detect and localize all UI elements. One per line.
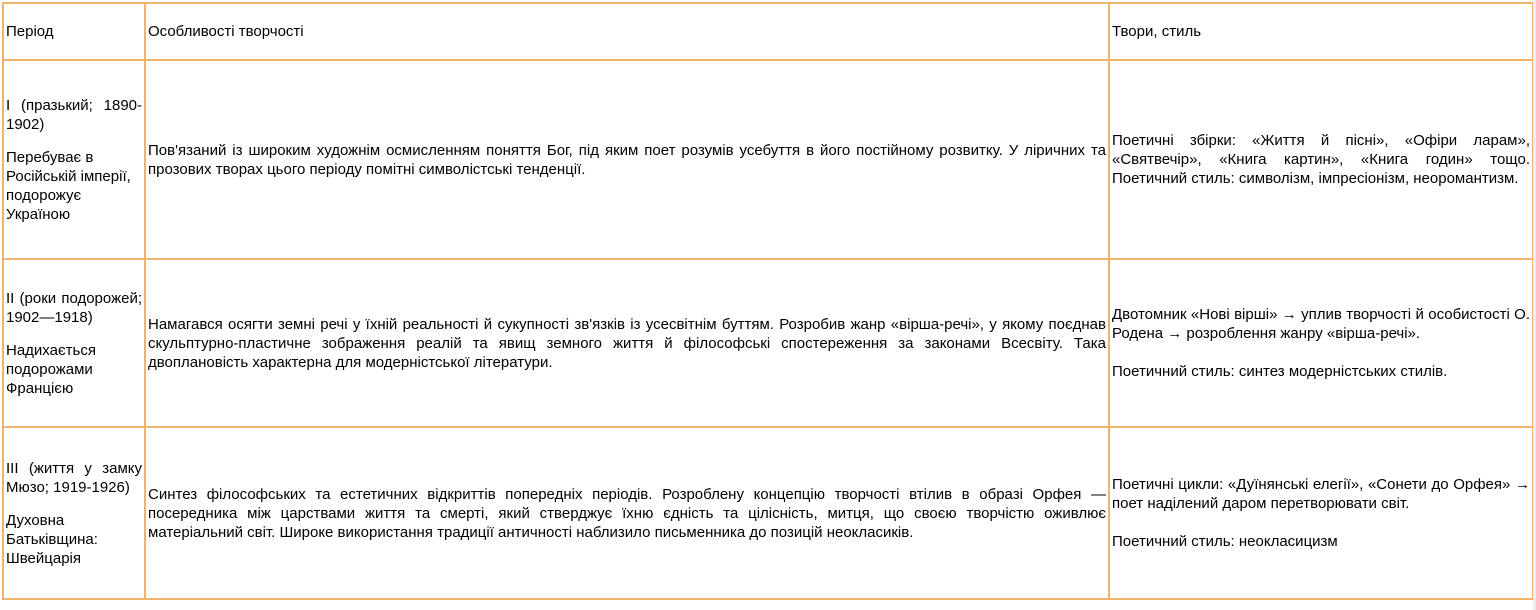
works-text: Поетичні цикли: «Дуїнянські елегії», «Сонети до Орфея» → поет наділений даром перетворювати світ.	[1112, 476, 1530, 512]
period-cell	[3, 259, 145, 427]
header-works: Твори, стиль	[1109, 3, 1533, 60]
works-cell	[1109, 259, 1533, 427]
period-cell	[3, 427, 145, 599]
document-sheet	[2, 2, 1532, 603]
period-cell	[3, 60, 145, 259]
header-features: Особливості творчості	[145, 3, 1109, 60]
period-note: Перебуває в Російській імперії, подорожує Україною	[6, 148, 131, 223]
header-period: Період	[3, 3, 145, 60]
works-cell	[1109, 60, 1533, 259]
features-cell: Синтез філософських та естетичних відкриттів попередніх періодів. Розроблену концепцію творчості втілив в образі Орфея — посередника між царствами життя та смерті, який стверджує їхню єдність та цілісність, митця, що своєю творчістю оживлює матеріальний світ. Широке використання традиції античності наблизило письменника до позицій неокласиків.	[145, 427, 1109, 599]
works-text: Поетичні збірки: «Життя й пісні», «Офіри ларам», «Святвечір», «Книга картин», «Книга годин» тощо. Поетичний стиль: символізм, імпресіонізм, неоромантизм.	[1112, 132, 1530, 187]
period-title: I (празький; 1890-1902)	[6, 96, 142, 133]
table-header-row	[3, 3, 1533, 60]
works-style: Поетичний стиль: неокласицизм	[1112, 533, 1338, 550]
period-title: II (роки подорожей; 1902—1918)	[6, 289, 142, 326]
works-cell	[1109, 427, 1533, 599]
table-row	[3, 427, 1533, 599]
works-text: Двотомник «Нові вірші» → уплив творчості й особистості О. Родена → розроблення жанру «вірша-речі».	[1112, 306, 1530, 342]
periods-table	[2, 2, 1534, 600]
table-row	[3, 60, 1533, 259]
period-note: Надихається подорожами Францією	[6, 341, 96, 397]
works-style: Поетичний стиль: синтез модерністських стилів.	[1112, 363, 1448, 380]
features-cell: Пов'язаний із широким художнім осмисленням поняття Бог, під яким поет розумів усебуття в його постійному розвитку. У ліричних та прозових творах цього періоду помітні символістські тенденції.	[145, 60, 1109, 259]
features-cell: Намагався осягти земні речі у їхній реальності й сукупності зв'язків із усесвітнім буттям. Розробив жанр «вірша-речі», у якому поєднав скульптурно-пластичне зображення реалій та явищ земного життя й філософські спостереження за законами Всесвіту. Така двоплановість характерна для модерністської літератури.	[145, 259, 1109, 427]
period-note: Духовна Батьківщина: Швейцарія	[6, 511, 98, 567]
period-title: III (життя у замку Мюзо; 1919-1926)	[6, 459, 142, 496]
table-row	[3, 259, 1533, 427]
